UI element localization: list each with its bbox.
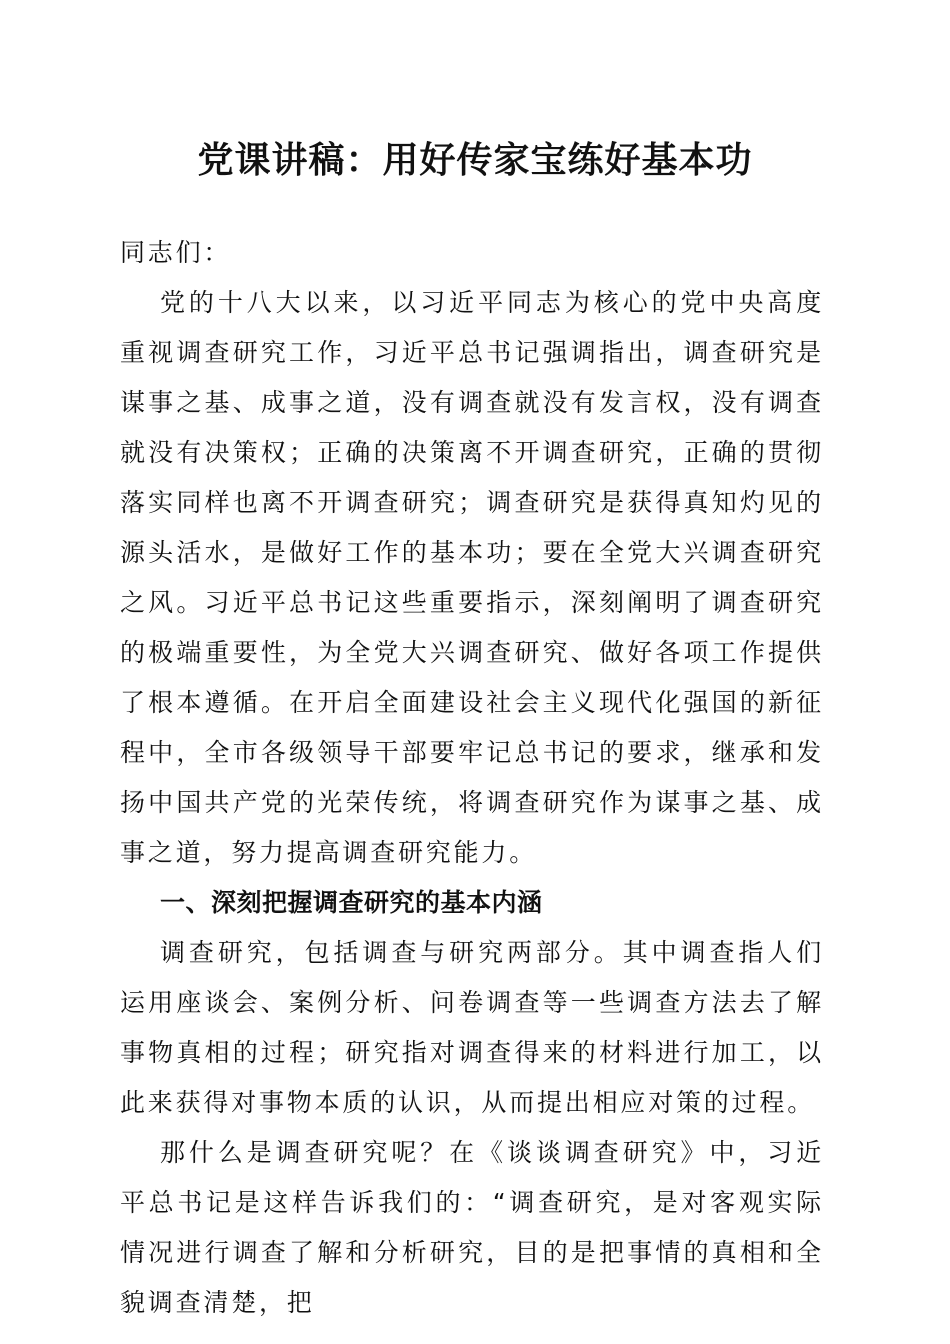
section-paragraph-2: 那什么是调查研究呢？在《谈谈调查研究》中，习近平总书记是这样告诉我们的：“调查研究，是对客观实际情况进行调查了解和分析研究，目的是把事情的真相和全貌调查清楚，把	[120, 1138, 824, 1317]
intro-paragraph: 党的十八大以来，以习近平同志为核心的党中央高度重视调查研究工作，习近平总书记强调指出，调查研究是谋事之基、成事之道，没有调查就没有发言权，没有调查就没有决策权；正确的决策离不开调查研究，正确的贯彻落实同样也离不开调查研究；调查研究是获得真知灼见的源头活水，是做好工作的基本功；要在全党大兴调查研究之风。习近平总书记这些重要指示，深刻阐明了调查研究的极端重要性，为全党大兴调查研究、做好各项工作提供了根本遵循。在开启全面建设社会主义现代化强国的新征程中，全市各级领导干部要牢记总书记的要求，继承和发扬中国共产党的光荣传统，将调查研究作为谋事之基、成事之道，努力提高调查研究能力。	[120, 288, 824, 867]
section-paragraph-1: 调查研究，包括调查与研究两部分。其中调查指人们运用座谈会、案例分析、问卷调查等一些调查方法去了解事物真相的过程；研究指对调查得来的材料进行加工，以此来获得对事物本质的认识，从而提出相应对策的过程。	[120, 938, 824, 1117]
salutation: 同志们：	[120, 238, 232, 267]
document-title: 党课讲稿：用好传家宝练好基本功	[197, 139, 753, 181]
document-body	[120, 228, 824, 1328]
section-heading: 一、深刻把握调查研究的基本内涵	[160, 888, 543, 917]
